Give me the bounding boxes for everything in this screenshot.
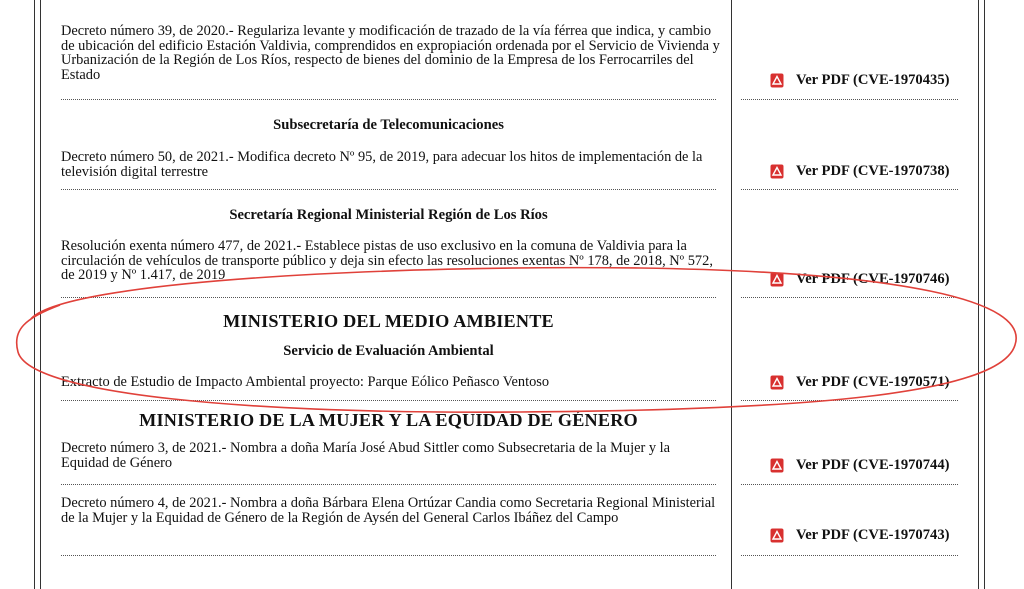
row-divider	[61, 400, 716, 401]
section-heading: Servicio de Evaluación Ambiental	[283, 343, 494, 359]
pdf-link[interactable]	[770, 271, 949, 288]
section-heading: Secretaría Regional Ministerial Región de Los Ríos	[229, 207, 548, 223]
row-divider	[741, 297, 958, 298]
right-border-rule-outer	[984, 0, 985, 589]
pdf-link-label[interactable]: Ver PDF (CVE-1970571)	[796, 374, 950, 390]
pdf-link[interactable]	[770, 457, 949, 474]
pdf-link[interactable]	[770, 527, 949, 544]
pdf-link-label[interactable]: Ver PDF (CVE-1970435)	[796, 72, 950, 88]
column-divider	[731, 0, 732, 589]
entry-description: Resolución exenta número 477, de 2021.- Establece pistas de uso exclusivo en la comuna de Valdivia para la circulación de vehículos de transporte público y deja sin efecto las resoluciones exentas Nº 178, de 2018, Nº 572, de 2019 y Nº 1.417, de 2019	[61, 238, 713, 284]
pdf-icon	[770, 164, 784, 179]
right-border-rule-inner	[978, 0, 979, 589]
row-divider	[741, 99, 958, 100]
row-divider	[61, 297, 716, 298]
entry-description: Decreto número 39, de 2020.- Regulariza levante y modificación de trazado de la vía férrea que indica, y cambio de ubicación del edificio Estación Valdivia, comprendidos en expropiación ordenada por el Servicio de Vivienda y Urbanización de la Región de Los Ríos, respecto de bienes del dominio de la Empresa de los Ferrocarriles del Estado	[61, 23, 720, 83]
pdf-link[interactable]	[770, 374, 949, 391]
pdf-link-label[interactable]: Ver PDF (CVE-1970743)	[796, 527, 950, 543]
row-divider	[741, 555, 958, 556]
entry-description: Decreto número 3, de 2021.- Nombra a doña María José Abud Sittler como Subsecretaria de la Mujer y la Equidad de Género	[61, 440, 671, 471]
row-divider	[61, 484, 716, 485]
entry-description: Decreto número 4, de 2021.- Nombra a doña Bárbara Elena Ortúzar Candia como Secretaria Regional Ministerial de la Mujer y la Equidad de Género de la Región de Aysén del General Carlos Ibáñez del Campo	[61, 495, 716, 526]
pdf-icon	[770, 528, 784, 543]
left-border-rule-inner	[40, 0, 41, 589]
row-divider	[741, 400, 958, 401]
section-heading: Subsecretaría de Telecomunicaciones	[273, 117, 504, 133]
pdf-icon	[770, 458, 784, 473]
ministry-heading: MINISTERIO DE LA MUJER Y LA EQUIDAD DE GÉNERO	[139, 410, 638, 430]
row-divider	[61, 99, 716, 100]
pdf-link-label[interactable]: Ver PDF (CVE-1970738)	[796, 163, 950, 179]
pdf-icon	[770, 375, 784, 390]
entry-description: Decreto número 50, de 2021.- Modifica decreto Nº 95, de 2019, para adecuar los hitos de implementación de la televisión digital terrestre	[61, 149, 703, 180]
pdf-link-label[interactable]: Ver PDF (CVE-1970746)	[796, 271, 950, 287]
row-divider	[741, 484, 958, 485]
row-divider	[61, 555, 716, 556]
entry-description: Extracto de Estudio de Impacto Ambiental proyecto: Parque Eólico Peñasco Ventoso	[61, 374, 550, 390]
row-divider	[61, 189, 716, 190]
pdf-icon	[770, 272, 784, 287]
pdf-icon	[770, 73, 784, 88]
row-divider	[741, 189, 958, 190]
ministry-heading: MINISTERIO DEL MEDIO AMBIENTE	[223, 311, 554, 331]
pdf-link-label[interactable]: Ver PDF (CVE-1970744)	[796, 457, 950, 473]
pdf-link[interactable]	[770, 72, 949, 89]
pdf-link[interactable]	[770, 163, 949, 180]
left-border-rule-outer	[34, 0, 35, 589]
